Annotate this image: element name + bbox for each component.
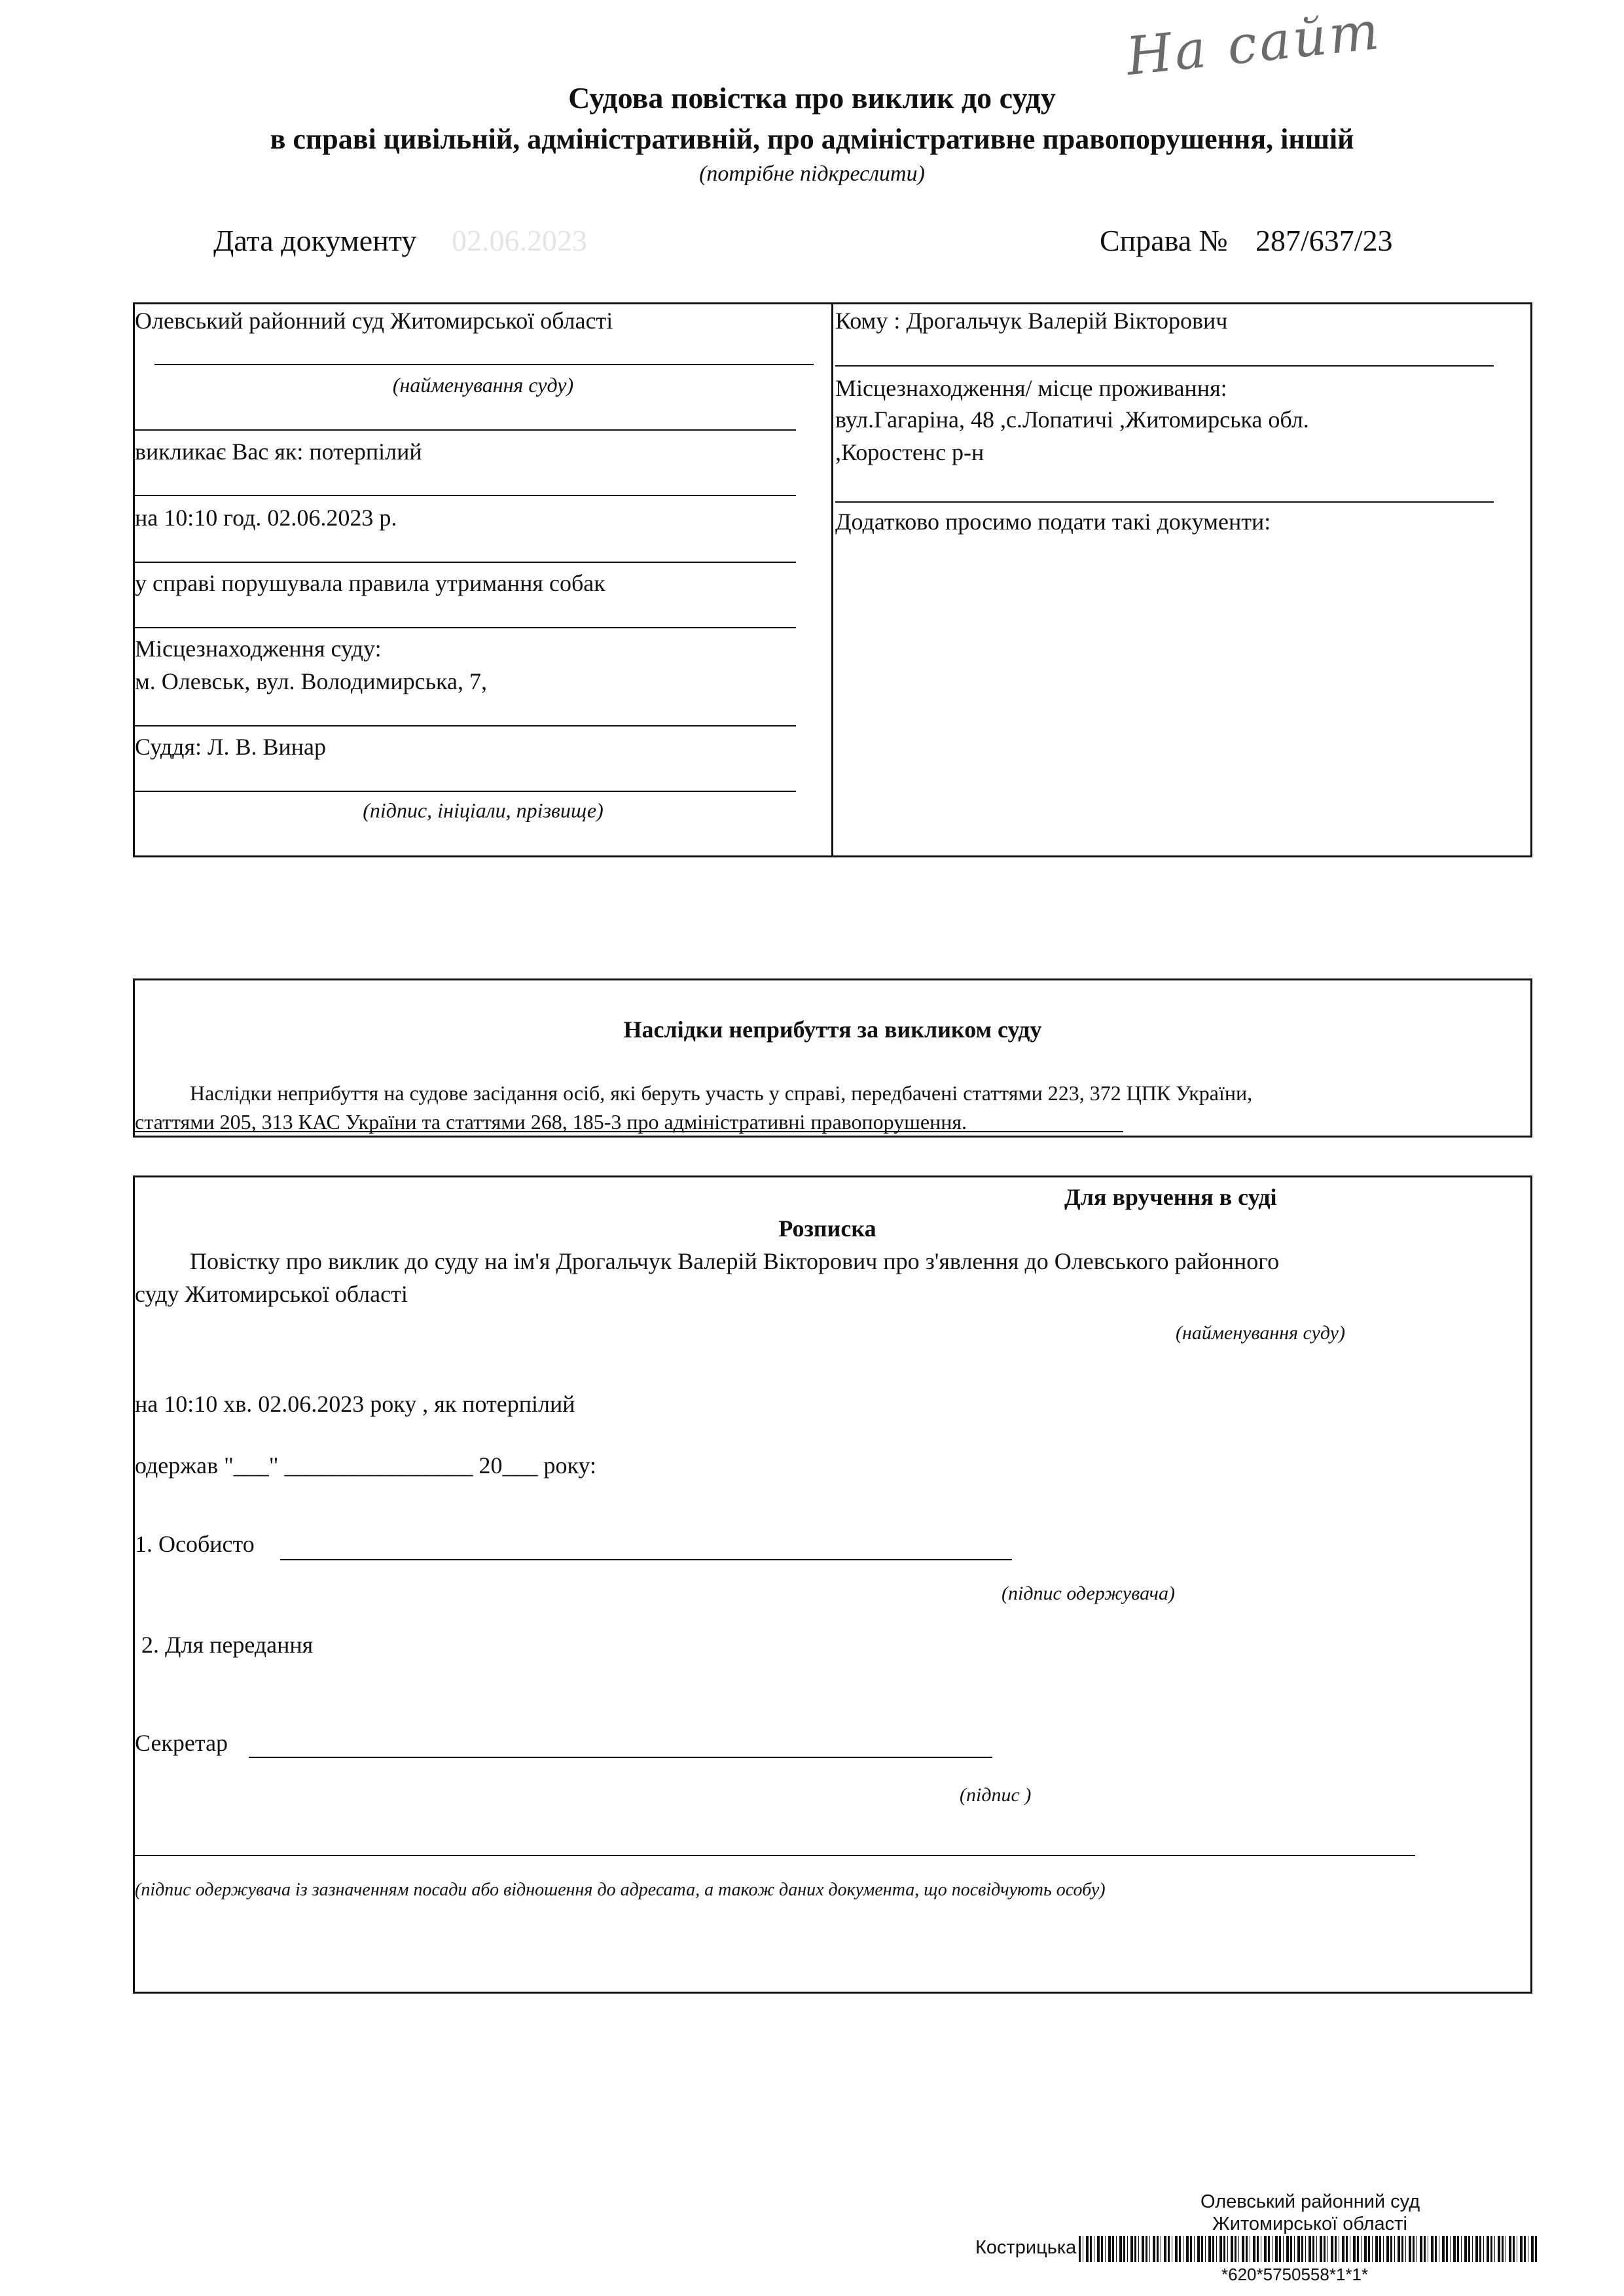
receipt-time-line: на 10:10 хв. 02.06.2023 року , як потерпілий bbox=[135, 1391, 575, 1417]
court-location-value: м. Олевськ, вул. Володимирська, 7, bbox=[135, 668, 487, 694]
court-location-label: Місцезнаходження суду: bbox=[135, 636, 382, 662]
secretary-signature-caption: (підпис ) bbox=[960, 1784, 1032, 1806]
personally-signature-line bbox=[280, 1559, 1012, 1560]
receipt-line1: Повістку про виклик до суду на ім'я Дрогальчук Валерій Вікторович про з'явлення до Олевського районного bbox=[190, 1248, 1280, 1274]
transfer-label: 2. Для передання bbox=[141, 1632, 314, 1658]
hearing-time: на 10:10 год. 02.06.2023 р. bbox=[135, 505, 397, 531]
title-note: (потрібне підкреслити) bbox=[699, 162, 925, 186]
final-signature-caption: (підпис одержувача із зазначенням посади або відношення до адресата, а також даних документа, що посвідчують особу) bbox=[135, 1880, 1106, 1900]
residence-underline bbox=[835, 501, 1494, 503]
consequences-underline bbox=[135, 1131, 1123, 1132]
handwritten-note: На сайт bbox=[1123, 0, 1384, 88]
page-title: Судова повістка про виклик до суду bbox=[568, 81, 1056, 115]
for-court-label: Для вручення в суді bbox=[1064, 1184, 1277, 1210]
court-name-line bbox=[154, 364, 814, 365]
separator-line bbox=[135, 627, 796, 628]
personally-label: 1. Особисто bbox=[135, 1531, 255, 1557]
receipt-title: Розписка bbox=[778, 1215, 876, 1242]
summons-divider bbox=[831, 302, 833, 857]
consequences-text-line2: статтями 205, 313 КАС України та статтями 268, 185-3 про адміністративні правопорушення. bbox=[135, 1110, 967, 1134]
documents-request: Додатково просимо подати такі документи: bbox=[835, 509, 1271, 535]
case-number-value: 287/637/23 bbox=[1255, 224, 1393, 257]
doc-date-value: 02.06.2023 bbox=[452, 224, 587, 257]
receipt-court-caption: (найменування суду) bbox=[1176, 1322, 1345, 1344]
judge-name: Суддя: Л. В. Винар bbox=[135, 734, 326, 760]
page-subtitle: в справі цивільній, адміністративній, про адміністративне правопорушення, іншій bbox=[270, 123, 1354, 155]
receipt-line2: суду Житомирської області bbox=[135, 1281, 408, 1307]
received-date-line: одержав "___" ________________ 20___ року: bbox=[135, 1452, 597, 1479]
separator-line bbox=[135, 562, 796, 563]
doc-date-label: Дата документу bbox=[213, 224, 417, 257]
case-subject: у справі порушувала правила утримання собак bbox=[135, 570, 605, 596]
judge-caption: (підпис, ініціали, прізвище) bbox=[363, 798, 604, 822]
summoned-as: викликає Вас як: потерпілий bbox=[135, 439, 422, 465]
secretary-label: Секретар bbox=[135, 1730, 228, 1756]
court-name-caption: (найменування суду) bbox=[392, 373, 574, 397]
barcode-text: *620*5750558*1*1* bbox=[1221, 2265, 1369, 2284]
clerk-name: Кострицька bbox=[975, 2237, 1077, 2258]
residence-line2: ,Коростенс р-н bbox=[835, 439, 984, 465]
footer-court-line1: Олевський районний суд bbox=[1200, 2191, 1420, 2212]
separator-line bbox=[135, 429, 796, 431]
barcode-graphic bbox=[1079, 2236, 1538, 2262]
secretary-signature-line bbox=[249, 1757, 992, 1758]
footer-court-line2: Житомирської області bbox=[1212, 2214, 1407, 2234]
separator-line bbox=[135, 725, 796, 726]
judge-signature-line bbox=[135, 791, 796, 792]
consequences-title: Наслідки неприбуття за викликом суду bbox=[623, 1016, 1042, 1043]
consequences-text-line1: Наслідки неприбуття на судове засідання осіб, які беруть участь у справі, передбачені статтями 223, 372 ЦПК України, bbox=[190, 1081, 1253, 1105]
case-number-label: Справа № bbox=[1100, 224, 1228, 257]
recipient-name: Кому : Дрогальчук Валерій Вікторович bbox=[835, 308, 1228, 334]
final-signature-line bbox=[135, 1855, 1415, 1856]
separator-line bbox=[135, 495, 796, 496]
recipient-line bbox=[835, 365, 1494, 367]
residence-label: Місцезнаходження/ місце проживання: bbox=[835, 375, 1227, 401]
court-name: Олевський районний суд Житомирської області bbox=[135, 308, 613, 334]
residence-line1: вул.Гагаріна, 48 ,с.Лопатичі ,Житомирська обл. bbox=[835, 406, 1309, 433]
recipient-signature-caption: (підпис одержувача) bbox=[1001, 1583, 1175, 1604]
